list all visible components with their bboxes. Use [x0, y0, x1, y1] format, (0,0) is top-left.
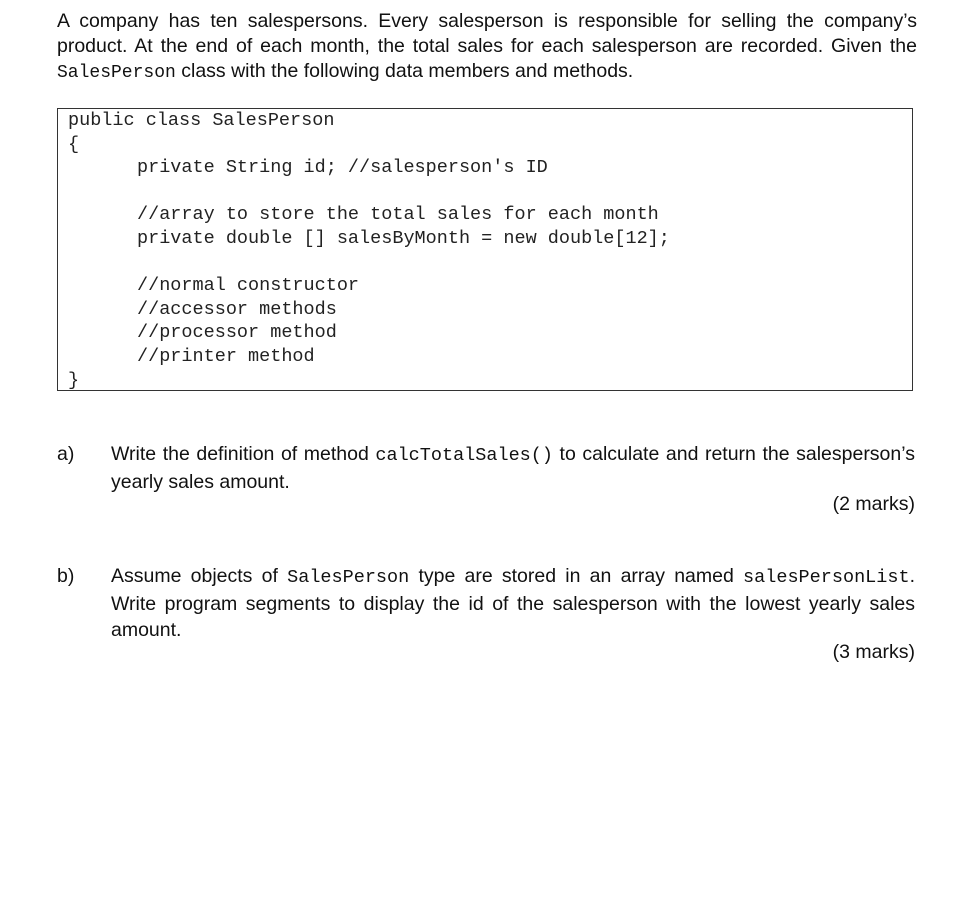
intro-class-name: SalesPerson: [57, 63, 176, 83]
question-b-text-part: type are stored in an array named: [409, 565, 744, 587]
question-b-text: [111, 563, 915, 643]
code-block: [57, 108, 913, 391]
code-line: public class SalesPerson: [68, 110, 335, 131]
question-a-text: [111, 441, 915, 495]
question-a-text-part: Write the definition of method: [111, 443, 376, 465]
code-line: //accessor methods: [137, 299, 337, 320]
question-b-text-part: Assume objects of: [111, 565, 288, 587]
intro-paragraph: [57, 9, 917, 86]
code-line: //processor method: [137, 322, 337, 343]
question-b-class-name: SalesPerson: [287, 567, 410, 588]
code-line: private double [] salesByMonth = new double[12];: [137, 228, 670, 249]
intro-text: A company has ten salespersons. Every salesperson is responsible for selling the company’s product. At the end of each month, the total sales for each salesperson are recorded. Given the: [57, 10, 917, 57]
question-a-marks: (2 marks): [832, 493, 915, 515]
question-b-marks: (3 marks): [832, 641, 915, 663]
code-line: //normal constructor: [137, 275, 360, 296]
code-line: private String id; //salesperson's ID: [137, 157, 548, 178]
question-a-letter: a): [57, 443, 75, 465]
question-b-letter: b): [57, 565, 75, 587]
question-a-text-part: to calculate and return the salesperson’s yearly sales amount.: [111, 443, 915, 493]
question-a-method-name: calcTotalSales(): [375, 445, 553, 466]
question-b-array-name: salesPersonList: [743, 567, 910, 588]
code-line: }: [68, 370, 80, 391]
code-line: //printer method: [137, 346, 315, 367]
intro-text-end: class with the following data members and methods.: [175, 60, 634, 82]
code-line: //array to store the total sales for each month: [137, 204, 659, 225]
question-b-text-part: . Write program segments to display the id of the salesperson with the lowest yearly sales amount.: [111, 565, 915, 641]
code-line: {: [68, 134, 80, 155]
